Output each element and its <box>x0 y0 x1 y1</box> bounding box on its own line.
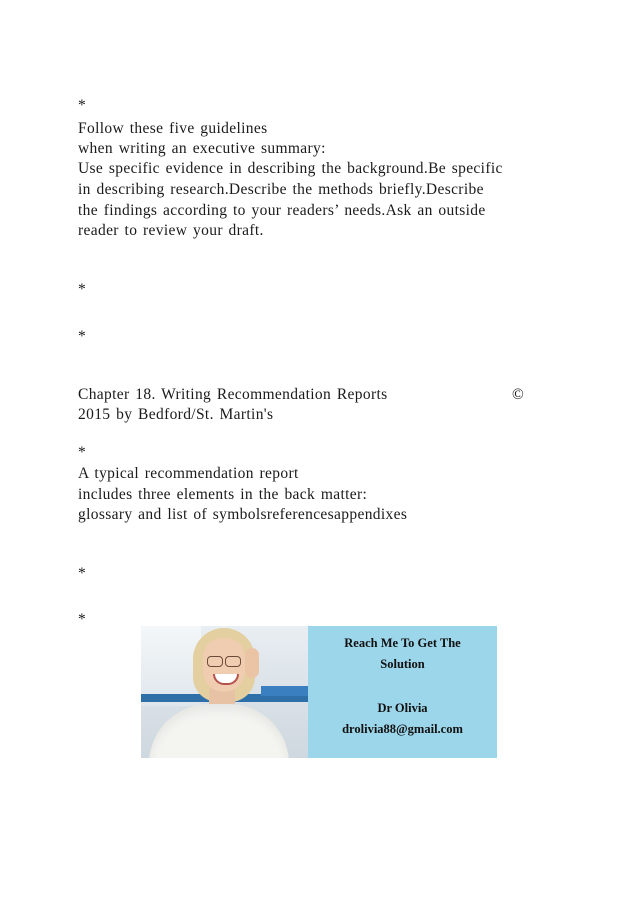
text-line: when writing an executive summary: <box>78 140 326 157</box>
contact-banner <box>141 626 497 758</box>
copyright-line: 2015 by Bedford/St. Martin's <box>78 406 274 423</box>
banner-headline-cont: Solution <box>380 657 425 671</box>
banner-headline: Reach Me To Get The <box>344 636 461 650</box>
copyright-symbol: © <box>512 386 524 403</box>
bullet-asterisk: * <box>78 97 87 114</box>
chapter-heading: Chapter 18. Writing Recommendation Reports <box>78 386 388 403</box>
text-line: the findings according to your readers’ needs.Ask an outside <box>78 202 486 219</box>
bullet-asterisk: * <box>78 281 87 298</box>
contact-name: Dr Olivia <box>377 701 428 715</box>
contact-email[interactable]: drolivia88@gmail.com <box>342 722 463 736</box>
text-line: reader to review your draft. <box>78 222 264 239</box>
text-line: includes three elements in the back matter: <box>78 486 368 503</box>
bullet-asterisk: * <box>78 611 87 628</box>
text-line: in describing research.Describe the methods briefly.Describe <box>78 181 484 198</box>
contact-panel <box>308 626 497 758</box>
text-line: glossary and list of symbolsreferencesappendixes <box>78 506 408 523</box>
bullet-asterisk: * <box>78 444 87 461</box>
text-line: Follow these five guidelines <box>78 120 268 137</box>
woman-photo <box>141 626 308 758</box>
text-line: A typical recommendation report <box>78 465 299 482</box>
bullet-asterisk: * <box>78 328 87 345</box>
text-line: Use specific evidence in describing the background.Be specific <box>78 160 503 177</box>
bullet-asterisk: * <box>78 565 87 582</box>
